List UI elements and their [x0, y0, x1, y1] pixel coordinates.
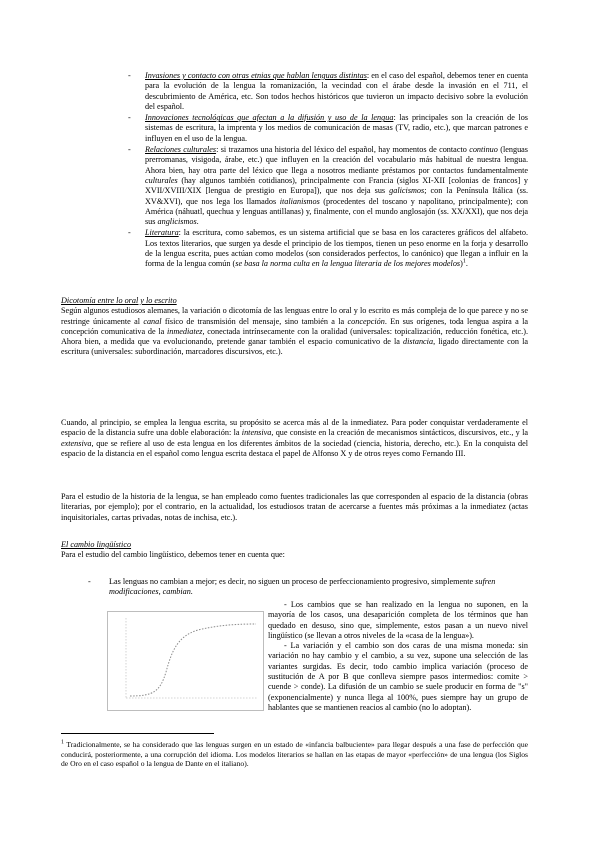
- item-title: Literatura: [145, 228, 179, 238]
- bullet-dash: -: [128, 113, 131, 123]
- section-heading: Dicotomía entre lo oral y lo escrito: [61, 296, 177, 305]
- s-curve-line: [130, 624, 256, 696]
- text-run: Cuando, al principio, se emplea la lengua escrita, su propósito se acerca más al de la inmediatez. Para poder conquistar verdaderamente el espacio de la distancia sufre una doble elaboración: la: [61, 418, 528, 438]
- s-curve-figure: [107, 611, 264, 711]
- item-text: : en el caso del español, debemos tener en cuenta para la evolución de la lengua la romanización, la vecindad con el árabe desde la invasión en el 711, el descubrimiento de América, etc. Son todos hechos históricos que tuvieron un impacto decisivo sobre la evolución del español.: [145, 71, 528, 111]
- item-italic: anglicismos: [157, 217, 197, 227]
- item-text: : la escritura, como sabemos, es un sistema artificial que se basa en los caracteres gráficos del alfabeto. Los textos literarios, que surgen ya desde el principio de los tiempos, tienen un peso enorme en la forja y desarrollo de la lengua escrita, pues actúan como modelos (son considerados perfectos, lo canónico) que llegan a influir en la forma de la lengua común (: [145, 228, 528, 269]
- list-item: [128, 71, 528, 112]
- italic-run: distancia: [403, 337, 434, 347]
- footnote-text: Tradicionalmente, se ha considerado que las lenguas surgen en un estado de «infancia balbuciente» para llegar después a una fase de perfección que conducirá, posteriormente, a una corrupción del idioma. Los modelos literarios se hallan en las etapas de mayor «perfección» de una lengua (los Siglos de Oro en el caso español o la lengua de Dante en el italiano).: [61, 740, 528, 769]
- item-text: (hay algunos también cotidianos), principalmente con Francia (siglos XI-XII [colonias de francos] y XVII/XVIII/XIX [lengua de prestigio en Europa]), que nos deja sus: [145, 175, 528, 196]
- bullet-dash: -: [128, 228, 131, 238]
- item-text: .: [465, 259, 468, 269]
- list-item: [88, 577, 528, 598]
- bullet-dash: -: [128, 71, 131, 80]
- paragraph: - La variación y el cambio son dos caras de una misma moneda: sin variación no hay cambio y el cambio, a su vez, supone una selección de las variantes surgidas. Es decir, todo cambio implica variación (proceso de sustitución de A por B que conlleva siempre pasos intermedios: comite > cuende > conde). La difusión de un cambio se suele producir en forma de "s" (exponencialmente) y nunca llega al 100%, pues siempre hay un grupo de hablantes que se mantienen reacios al cambio (no lo adoptan).: [268, 641, 528, 712]
- bullet-dash: -: [128, 145, 131, 155]
- cambio-side-text: [268, 600, 528, 713]
- item-text: (lenguas prerromanas, visigoda, árabe, etc.) que influyen en la creación del vocabulario más habitual de nuestra lengua. Ahora bien, hay otra parte del léxico que llega a nosotros mediante préstamos por contactos fundamentalmente: [145, 145, 528, 175]
- text-run: , que se refiere al uso de esta lengua en los diferentes ámbitos de la sociedad (ciencia, historia, derecho, etc.). En la conquista del espacio de la distancia en el español como lengua escrita destaca el papel de Alfonso X y de otros reyes como Fernando III.: [61, 438, 528, 458]
- item-italic: culturales: [145, 175, 178, 185]
- text-run: . En sus orígenes, toda lengua aspira a la concepción comunicativa de la: [61, 316, 528, 336]
- footnote-separator: [61, 733, 214, 734]
- list-item: [128, 113, 528, 144]
- italic-run: inmediatez: [167, 326, 203, 336]
- item-text: (procedentes del toscano y napolitano, principalmente); con América (náhuatl, quechua y lenguas antillanas) y, finalmente, con el mundo anglosajón (ss. XX/XXI), que nos deja sus: [145, 196, 529, 227]
- paragraph: [61, 306, 528, 357]
- item-title: Relaciones culturales: [145, 145, 217, 155]
- footnote-ref[interactable]: 1: [462, 258, 466, 265]
- factors-list: [128, 71, 528, 270]
- italic-run: intensiva: [241, 428, 272, 438]
- text-run: , que consiste en la creación de mecanismos sintácticos, discursivos, etc., y la: [271, 428, 528, 438]
- cambio-section: [61, 540, 528, 561]
- paragraph: Para el estudio de la historia de la lengua, se han empleado como fuentes tradicionales las que corresponden al espacio de la distancia (obras literarias, por ejemplo); por el contrario, en la actualidad, los estudiosos tratan de acercarse a fuentes más próximas a la inmediatez (actas inquisitoriales, cartas privadas, notas de inchisa, etc.).: [61, 492, 528, 522]
- item-text: : si trazamos una historia del léxico del español, hay momentos de contacto: [216, 145, 470, 155]
- text-run: Las lenguas no cambian a mejor; es decir, no siguen un proceso de perfeccionamiento progresivo, simplemente: [109, 577, 476, 586]
- item-italic: italianismos: [279, 196, 320, 206]
- item-italic: continuo: [469, 145, 498, 155]
- item-text: : las principales son la creación de los sistemas de escritura, la imprenta y los medios de comunicación de masas (TV, radio, etc.), que marcan patrones e influyen en el uso de la lengua.: [145, 113, 528, 143]
- dicotomia-section: [61, 296, 528, 358]
- item-text: ; con la Península Itálica (ss. XV&XVI), que nos lega los llamados: [145, 186, 528, 206]
- paragraph: - Los cambios que se han realizado en la lengua no suponen, en la mayoría de los casos, una desaparición completa de los términos que han quedado en desuso, sino que, simplemente, estos pasan a un nuevo nivel lingüístico (se llevan a otros niveles de la «casa de la lengua»).: [268, 600, 528, 640]
- list-item: [128, 145, 528, 227]
- item-title: Invasiones y contacto con otras etnias que hablan lenguas distintas: [145, 71, 367, 80]
- item-italic: galicismos: [389, 186, 425, 196]
- footnote-mark: 1: [61, 739, 64, 746]
- italic-run: sufren modificaciones, cambian.: [109, 577, 496, 597]
- list-item: [128, 228, 528, 269]
- text-run: , conectada intrínsecamente con la oralidad (universales: topicalización, reducción fonética, etc.). Ahora bien, a medida que va evolucionando, pretende ganar también el espacio comunicativo de la: [61, 326, 528, 347]
- text-run: físico de transmisión del mensaje, sino también a la: [161, 316, 348, 326]
- s-curve-graph: [108, 612, 263, 710]
- bullet-dash: -: [88, 577, 91, 586]
- intro-text: Para el estudio del cambio lingüístico, debemos tener en cuenta que:: [61, 550, 285, 560]
- text-run: Según algunos estudiosos alemanes, la variación o dicotomía de las lenguas entre lo oral y lo escrito es más compleja de lo que parece y no se restringe únicamente al: [61, 306, 528, 326]
- italic-run: canal: [143, 316, 162, 326]
- italic-run: concepción: [347, 316, 385, 326]
- item-italic: se basa la norma culta en la lengua literaria de los mejores modelos: [235, 259, 461, 269]
- paragraph: [61, 418, 528, 459]
- item-title: Innovaciones tecnológicas que afectan a la difusión y uso de la lengua: [145, 113, 394, 123]
- item-text: .: [196, 217, 199, 227]
- italic-run: extensiva: [61, 438, 92, 448]
- text-run: , ligado directamente con la escritura (universales: subordinación, marcadores discursivos, etc.).: [61, 337, 528, 357]
- section-heading: El cambio lingüístico: [61, 540, 132, 549]
- item-text: ): [460, 259, 463, 269]
- footnote: [61, 740, 528, 769]
